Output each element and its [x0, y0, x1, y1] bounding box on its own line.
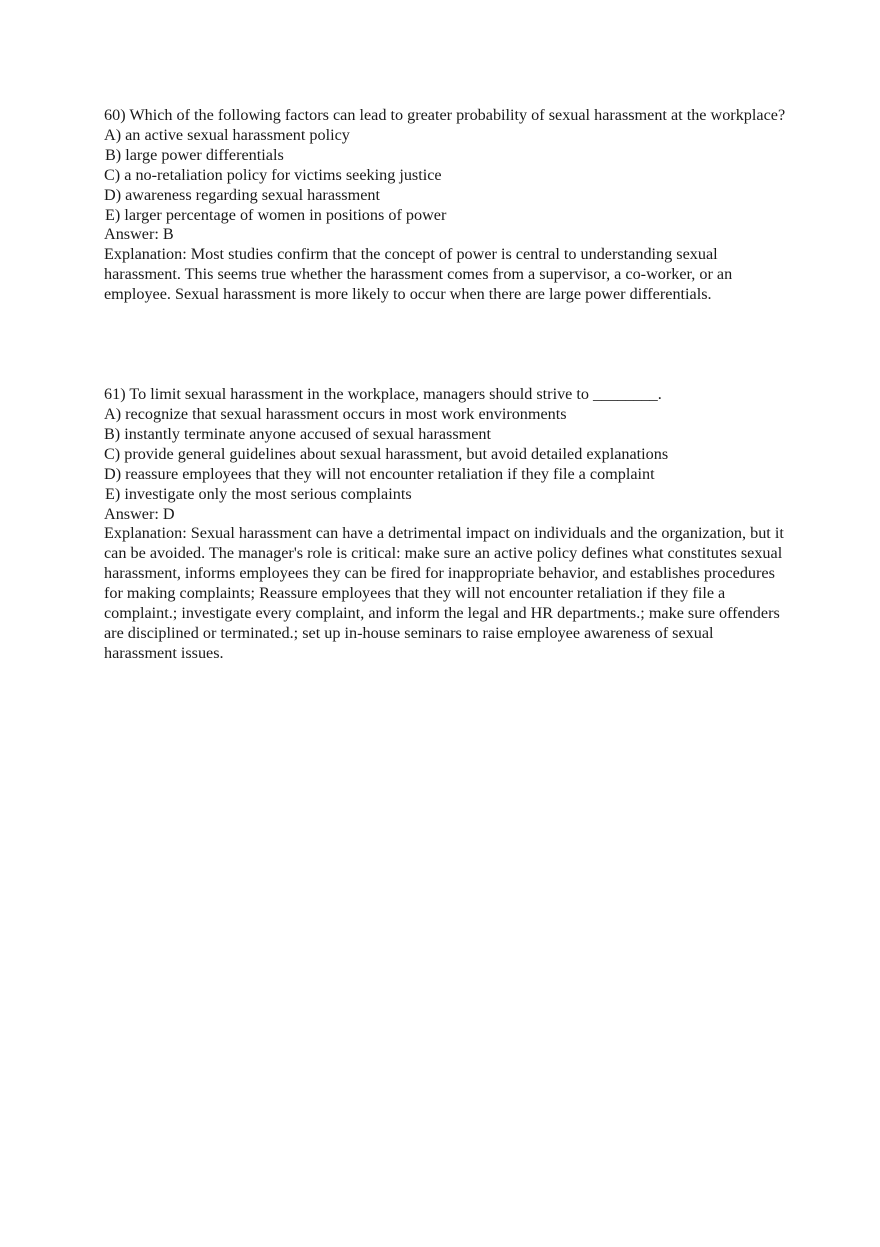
- question-60: [104, 106, 794, 305]
- option-e: E) larger percentage of women in positions of power: [105, 205, 447, 224]
- option-c: C) a no-retaliation policy for victims seeking justice: [104, 165, 442, 184]
- option-b: B) instantly terminate anyone accused of sexual harassment: [104, 424, 492, 443]
- option-b: B) large power differentials: [105, 145, 284, 164]
- document-page: [104, 106, 794, 664]
- question-61: [104, 385, 794, 664]
- explanation-text: Explanation: Most studies confirm that the concept of power is central to understanding sexual harassment. This seems true whether the harassment comes from a supervisor, a co-worker, or an employee. Sexual harassment is more likely to occur when there are large power differentials.: [104, 245, 733, 304]
- answer-line: Answer: B: [104, 225, 174, 244]
- question-stem: 60) Which of the following factors can lead to greater probability of sexual harassment at the workplace?: [104, 106, 786, 124]
- option-e: E) investigate only the most serious complaints: [105, 484, 412, 503]
- option-c: C) provide general guidelines about sexual harassment, but avoid detailed explanations: [104, 444, 669, 463]
- answer-line: Answer: D: [104, 504, 175, 523]
- question-stem: 61) To limit sexual harassment in the workplace, managers should strive to ________.: [104, 385, 662, 404]
- option-d: D) awareness regarding sexual harassment: [104, 185, 380, 204]
- option-a: A) recognize that sexual harassment occurs in most work environments: [104, 404, 567, 423]
- option-d: D) reassure employees that they will not encounter retaliation if they file a complaint: [104, 464, 655, 483]
- option-a: A) an active sexual harassment policy: [104, 125, 350, 144]
- explanation-text: Explanation: Sexual harassment can have a detrimental impact on individuals and the organization, but it can be avoided. The manager's role is critical: make sure an active policy defines what constitutes sexual harassment, informs employees they can be fired for inappropriate behavior, and establishes procedures for making complaints; Reassure employees that they will not encounter retaliation if they file a complaint.; investigate every complaint, and inform the legal and HR departments.; make sure offenders are disciplined or terminated.; set up in-house seminars to raise employee awareness of sexual harassment issues.: [104, 524, 784, 662]
